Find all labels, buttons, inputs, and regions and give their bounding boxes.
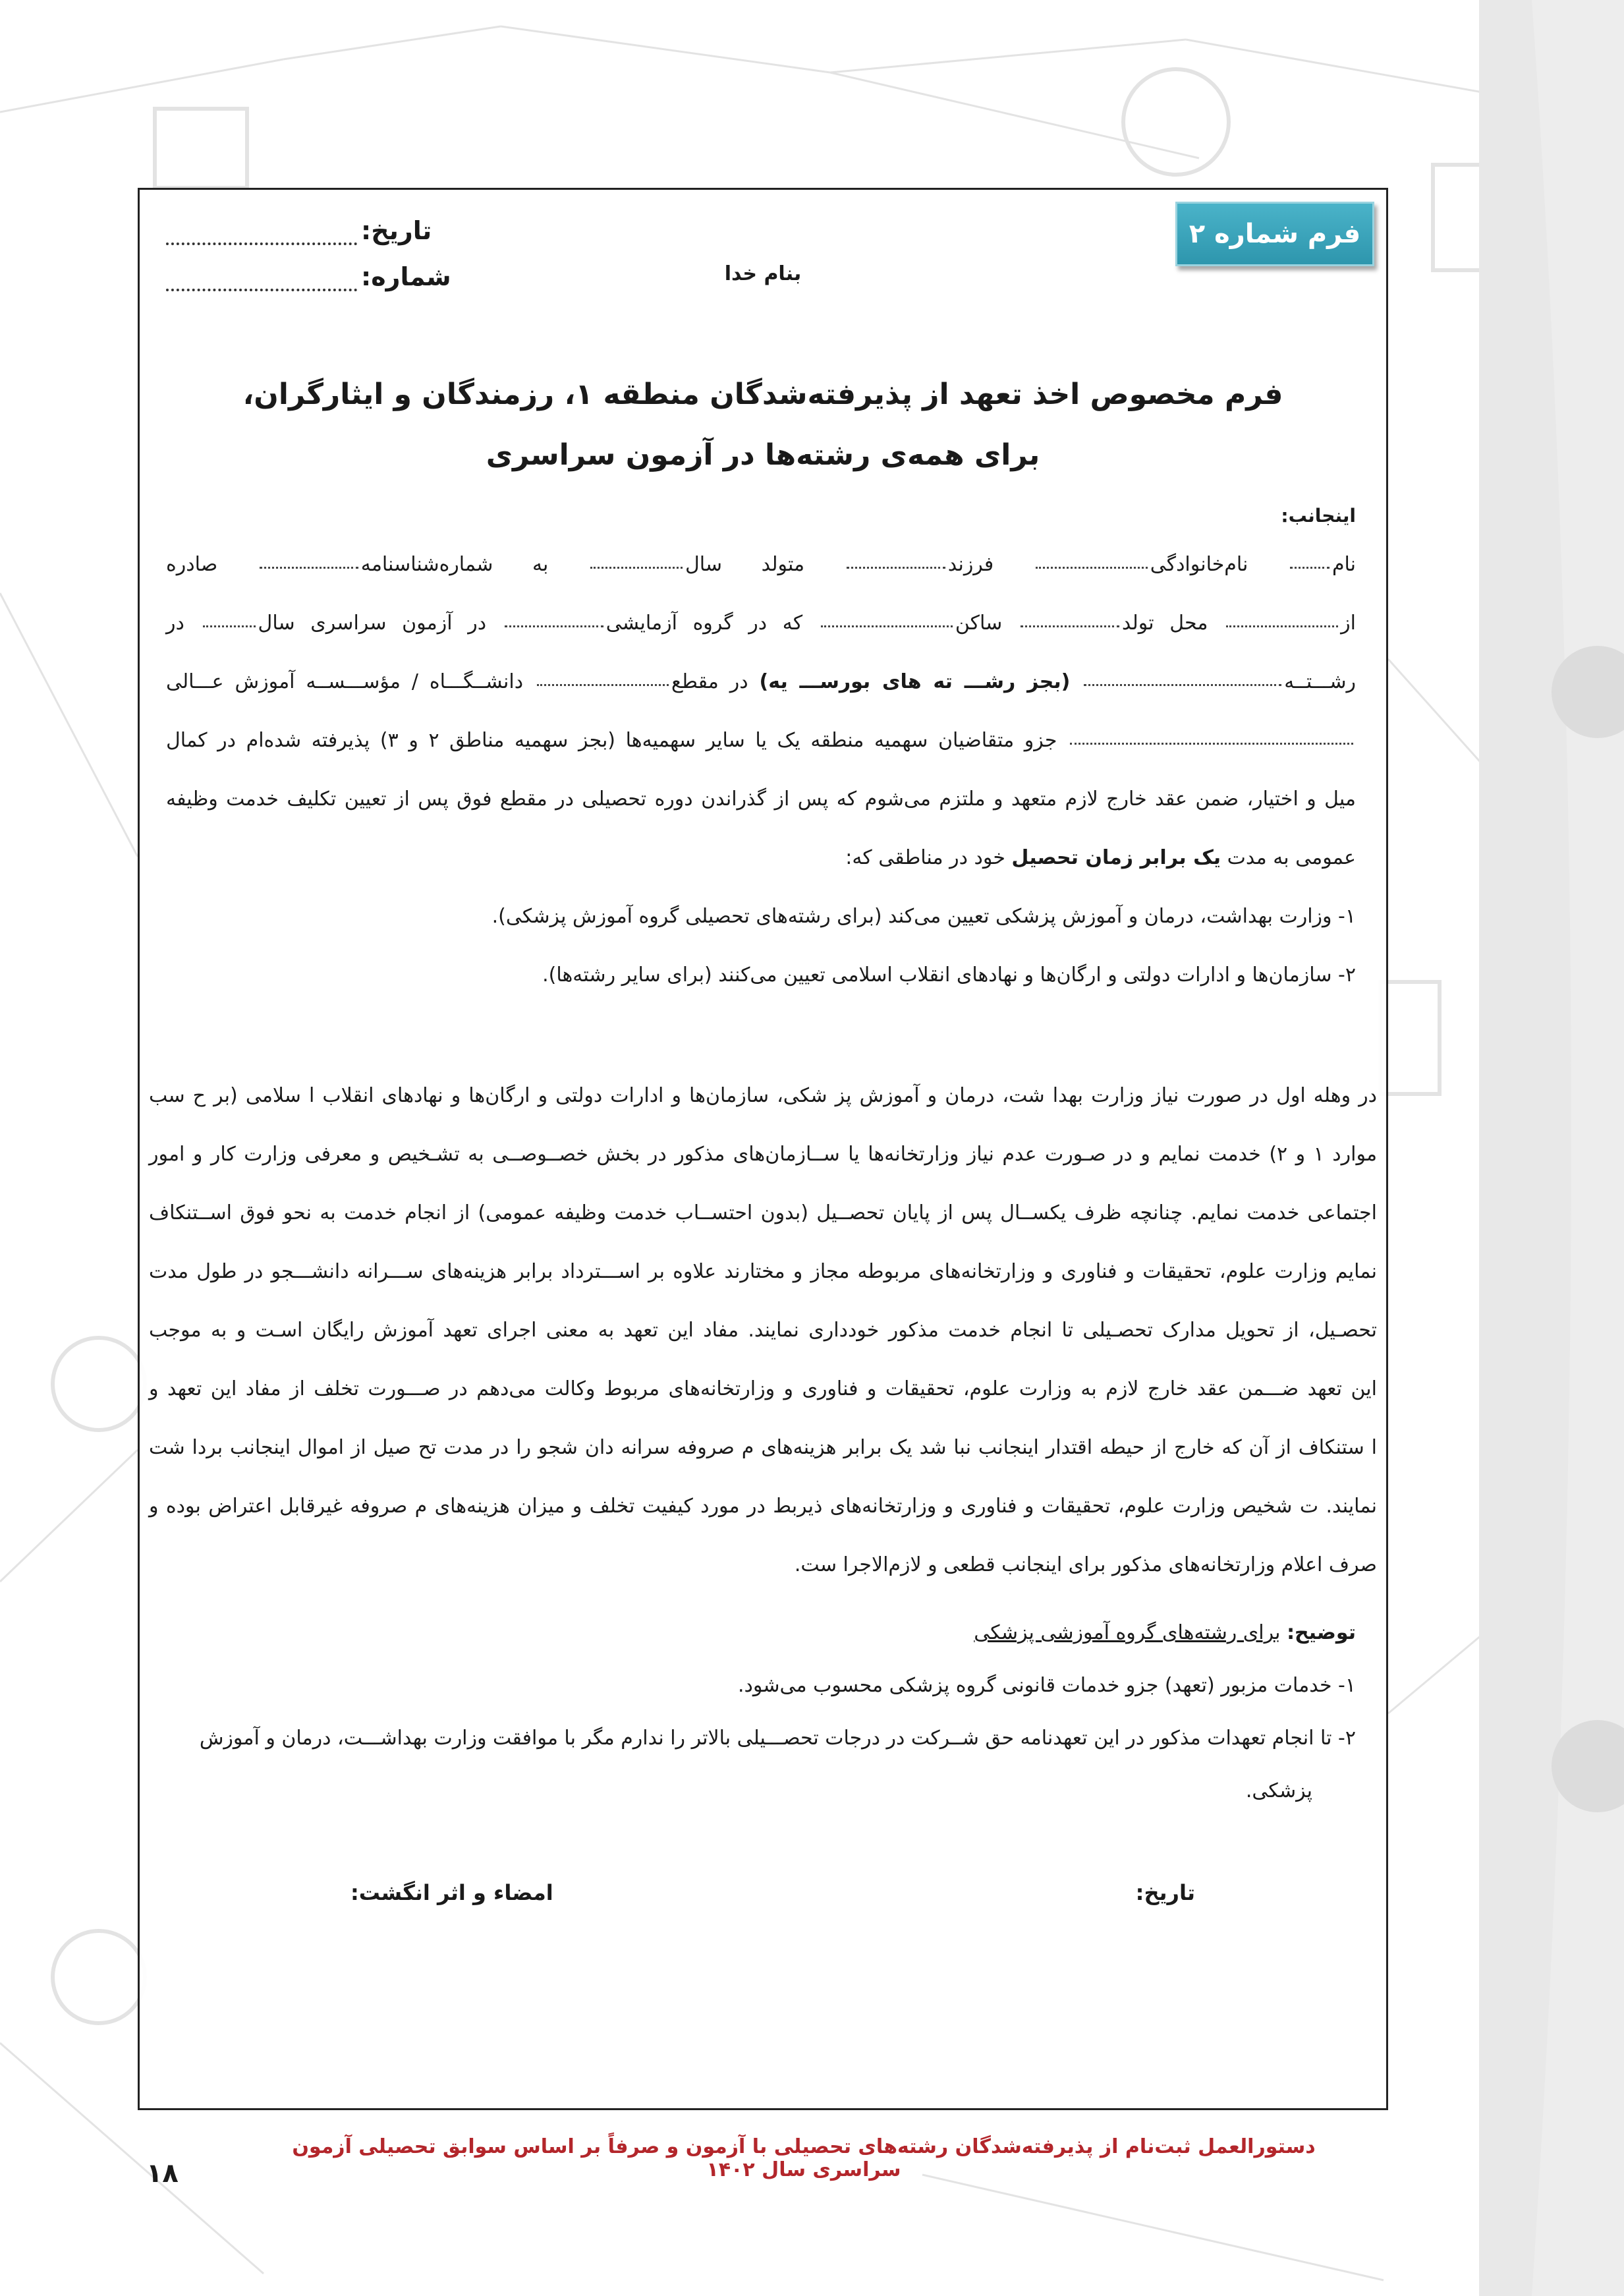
note-item-2: ۲- تا انجام تعهدات مذکور در این تعهدنامه حق شــرکت در درجات تحصـــیلی بالاتر را ندارم مگر با موافقت وزارت بهداشـــت، درمان و آموزش xyxy=(199,1727,1356,1750)
field-first-name[interactable] xyxy=(1290,561,1330,569)
row-name: نام نام‌خانوادگی فرزند متولد سال به شماره‌شناسنامه صادره xyxy=(166,553,1357,576)
right-decorative-band xyxy=(1479,0,1624,2296)
note-heading: توضیح: برای رشته‌های گروه آموزشی پزشکی xyxy=(974,1621,1356,1644)
page-footer: دستورالعمل ثبت‌نام از پذیرفته‌شدگان رشته‌های تحصیلی با آزمون و صرفاً بر اساس سوابق تحصیلی آزمون سراسری سال ۱۴۰۲ xyxy=(292,2135,1316,2181)
form-frame xyxy=(138,188,1388,2110)
row-major: رشـــتــه (بجز رشـــ ته های بورســـ یه) در مقطع دانشــگـــاه / مؤســـســه آموزش عـــالی xyxy=(166,670,1356,693)
note-item-2-cont: پزشکی. xyxy=(1245,1779,1312,1802)
para-line-6: این تعهد ضـــمن عقد خارج لازم به وزارت علوم، تحقیقات و فناوری و وزارتخانه‌های مربوط وکالت می‌دهم در صـــورت تخلف از مفاد این تعهد و xyxy=(149,1377,1377,1400)
para-line-7: ا ستنکاف از آن که خارج از حیطه اقتدار اینجانب نبا شد یک برابر هزینه‌های م صروفه سرانه دان شجو را در مدت تح صیل از اموال اینجانب بردا شت xyxy=(149,1436,1377,1459)
row-commitment: میل و اختیار، ضمن عقد خارج لازم متعهد و ملتزم می‌شوم که پس از گذراندن دوره تحصیلی در مقطع فوق پس از تعیین تکلیف خدمت وظیفه xyxy=(166,788,1356,811)
field-major[interactable] xyxy=(1084,679,1281,686)
intro-label: اینجانب: xyxy=(1281,505,1356,527)
list-item-2: ۲- سازمان‌ها و ادارات دولتی و ارگان‌ها و نهادهای انقلاب اسلامی تعیین می‌کنند (برای سایر رشته‌ها). xyxy=(542,963,1356,987)
row-quota: جزو متقاضیان سهمیه منطقه یک یا سایر سهمیه‌ها (بجز سهمیه مناطق ۲ و ۳) پذیرفته شده‌ام در کمال xyxy=(166,711,1356,770)
field-residence[interactable] xyxy=(821,620,953,627)
field-id-number[interactable] xyxy=(260,561,358,569)
para-line-3: اجتماعی خدمت نمایم. چنانچه ظرف یکســال پس از پایان تحصــیل (بدون احتســاب خدمت وظیفه عمومی) از انجام خدمت به نحو فوق اســتنکاف xyxy=(149,1201,1377,1224)
number-label: شماره: xyxy=(361,262,451,291)
basmala: بنام خدا xyxy=(724,262,802,285)
para-line-1: در وهله اول در صورت نیاز وزارت بهدا شت، درمان و آموزش پز شکی، سازمان‌ها و ادارات دولتی و ارگان‌ها و نهادهای انقلاب ا سلامی (بر ح سب xyxy=(149,1084,1377,1107)
field-birth-year[interactable] xyxy=(590,561,683,569)
title-line-2: برای همه‌ی رشته‌ها در آزمون سراسری xyxy=(486,438,1040,472)
para-line-9: صرف اعلام وزارتخانه‌های مذکور برای اینجانب قطعی و لازم‌الاجرا ست. xyxy=(794,1553,1377,1576)
field-institution[interactable] xyxy=(1070,737,1353,745)
field-father-name[interactable] xyxy=(847,561,945,569)
form-body xyxy=(166,496,1356,1004)
form-number-badge: فرم شماره ۲ xyxy=(1175,202,1374,266)
signature-date-label: تاریخ: xyxy=(1135,1880,1195,1905)
notes-section xyxy=(166,1607,1356,1818)
para-line-2: موارد ۱ و ۲) خدمت نمایم و در صـورت عدم نیاز وزارتخانه‌ها یا ســازمان‌های مذکور در بخش خصــوصــی به تشـخیص و معرفی وزارت کار و امور xyxy=(149,1143,1378,1166)
field-issued-from[interactable] xyxy=(1226,620,1338,627)
list-item-1: ۱- وزارت بهداشت، درمان و آموزش پزشکی تعیین می‌کند (برای رشته‌های تحصیلی گروه آموزش پزشکی). xyxy=(491,905,1356,928)
date-label: تاریخ: xyxy=(361,216,432,245)
para-line-5: تحصـیل، از تحویل مدارک تحصـیلی تا انجام خدمت مذکور خودداری نمایند. مفاد این تعهد به معنی اجرای تعهد آموزش رایگان اسـت و به موجب xyxy=(149,1319,1377,1342)
band-curve-decoration xyxy=(1479,0,1624,2296)
title-line-1: فرم مخصوص اخذ تعهد از پذیرفته‌شدگان منطقه ۱، رزمندگان و ایثارگران، xyxy=(242,378,1283,411)
date-dots[interactable] xyxy=(166,236,357,245)
row-birthplace: از محل تولد ساکن که در گروه آزمایشی در آزمون سراسری سال در xyxy=(166,612,1356,635)
para-line-8: نمایند. ت شخیص وزارت علوم، تحقیقات و فناوری و وزارتخانه‌های ذیربط در مورد کیفیت تخلف و میزان هزینه‌های م صروفه غیرقابل اعتراض بوده و xyxy=(149,1495,1377,1518)
signature-label: امضاء و اثر انگشت: xyxy=(350,1880,553,1905)
field-exam-year[interactable] xyxy=(203,620,256,627)
field-test-group[interactable] xyxy=(505,620,603,627)
note-item-1: ۱- خدمات مزبور (تعهد) جزو خدمات قانونی گروه پزشکی محسوب می‌شود. xyxy=(737,1674,1356,1697)
para-line-4: نمایم وزارت علوم، تحقیقات و فناوری و وزارتخانه‌های مربوطه مجاز و مختارند علاوه بر اســـترداد برابر هزینه‌های ســـرانه دانشـــجو در طول مدت xyxy=(149,1260,1377,1283)
date-field xyxy=(166,216,432,245)
form-title xyxy=(140,364,1386,486)
field-last-name[interactable] xyxy=(1036,561,1148,569)
row-duration: عمومی به مدت یک برابر زمان تحصیل خود در مناطقی که: xyxy=(845,846,1356,869)
field-degree[interactable] xyxy=(537,679,669,686)
field-birthplace[interactable] xyxy=(1021,620,1119,627)
main-paragraph xyxy=(149,1066,1377,1594)
page-number: ۱۸ xyxy=(146,2158,179,2189)
